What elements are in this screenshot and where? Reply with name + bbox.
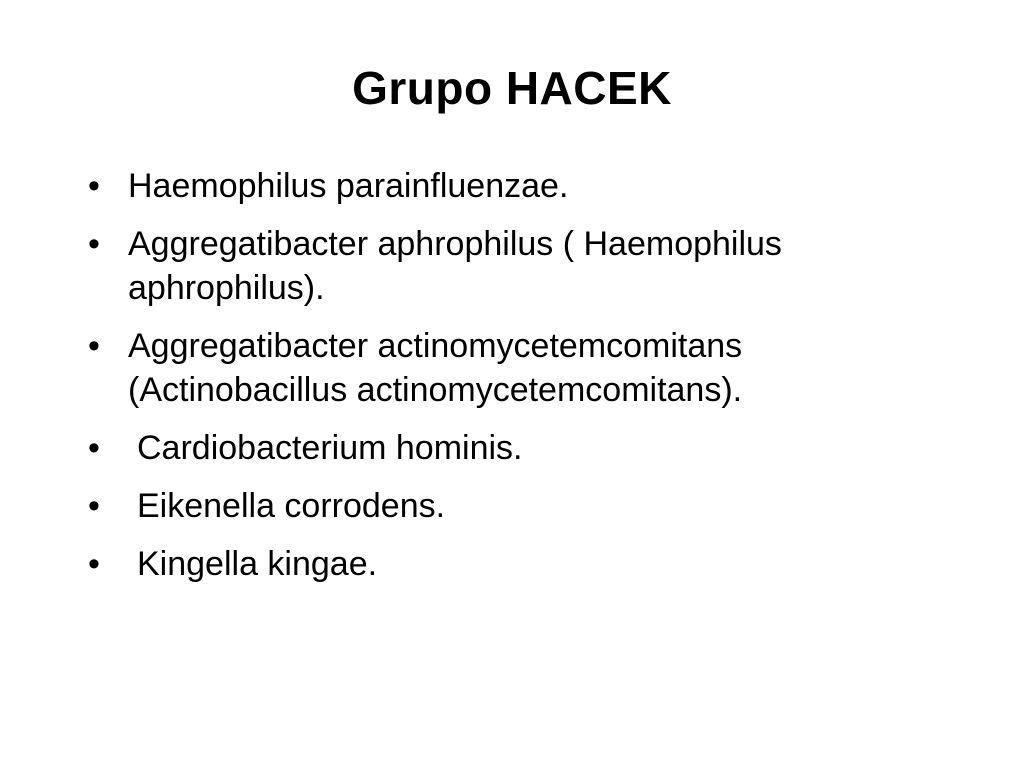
- bullet-icon: •: [88, 225, 100, 263]
- bullet-item: [88, 426, 958, 470]
- bullet-icon: •: [88, 327, 100, 365]
- slide-title: Grupo HACEK: [352, 62, 672, 114]
- bullet-text: Haemophilus parainfluenzae.: [128, 167, 569, 205]
- bullet-text: Aggregatibacter actinomycetemcomitans (Actinobacillus actinomycetemcomitans).: [128, 327, 743, 409]
- bullet-item: [88, 324, 958, 412]
- bullet-item: [88, 542, 958, 586]
- bullet-icon: •: [88, 487, 100, 525]
- bullet-item: [88, 164, 958, 208]
- bullet-icon: •: [88, 429, 100, 467]
- bullet-item: [88, 222, 958, 310]
- bullet-icon: •: [88, 167, 100, 205]
- bullet-text: Eikenella corrodens.: [137, 487, 446, 525]
- bullet-list: [88, 164, 958, 600]
- bullet-text: Aggregatibacter aphrophilus ( Haemophilus aphrophilus).: [128, 225, 782, 307]
- bullet-text: Cardiobacterium hominis.: [137, 429, 523, 467]
- bullet-text: Kingella kingae.: [137, 545, 378, 583]
- bullet-icon: •: [88, 545, 100, 583]
- bullet-item: [88, 484, 958, 528]
